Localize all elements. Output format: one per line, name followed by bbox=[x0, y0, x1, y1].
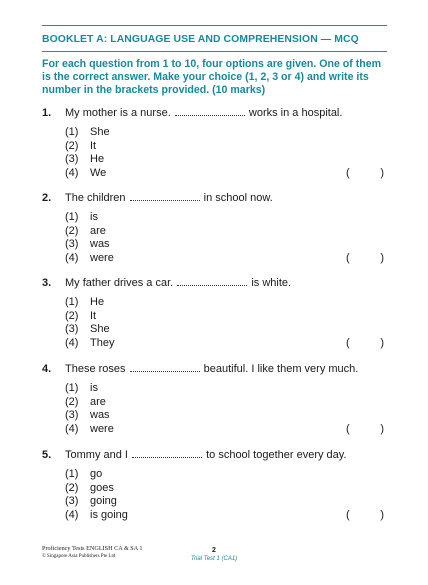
bracket-close: ) bbox=[380, 422, 384, 435]
option-2 bbox=[42, 396, 387, 410]
answer-blank bbox=[130, 191, 200, 201]
option-text: go bbox=[90, 468, 103, 480]
question-stem bbox=[42, 106, 387, 121]
bracket-close: ) bbox=[380, 336, 384, 349]
option-text: They bbox=[90, 336, 115, 349]
bracket-open: ( bbox=[346, 422, 350, 435]
question-number: 2. bbox=[42, 192, 52, 204]
title-rule bbox=[42, 51, 387, 52]
option-2 bbox=[42, 140, 387, 154]
stem-before: My father drives a car. bbox=[65, 277, 174, 289]
option-text: He bbox=[90, 153, 105, 166]
question-text bbox=[65, 448, 347, 463]
option-text: She bbox=[90, 126, 110, 138]
question-1 bbox=[42, 106, 387, 180]
bracket-open: ( bbox=[346, 508, 350, 521]
bracket-close: ) bbox=[380, 251, 384, 264]
option-number: (1) bbox=[65, 126, 79, 138]
option-text: were bbox=[90, 251, 114, 264]
top-rule bbox=[42, 25, 387, 26]
option-number: (3) bbox=[65, 323, 79, 336]
question-stem bbox=[42, 448, 387, 463]
stem-after: is white. bbox=[251, 277, 292, 289]
option-number: (1) bbox=[65, 211, 79, 223]
option-4 bbox=[42, 167, 387, 181]
question-number: 5. bbox=[42, 449, 52, 461]
option-number: (4) bbox=[65, 422, 79, 435]
option-text: going bbox=[90, 495, 117, 508]
question-stem bbox=[42, 191, 387, 206]
option-text: We bbox=[90, 166, 107, 179]
question-text bbox=[65, 106, 342, 121]
stem-before: The children bbox=[65, 192, 126, 204]
stem-before: My mother is a nurse. bbox=[65, 107, 171, 119]
answer-blank bbox=[130, 362, 200, 372]
option-text: She bbox=[90, 323, 110, 336]
option-3 bbox=[42, 409, 387, 423]
option-number: (4) bbox=[65, 336, 79, 349]
stem-after: to school together every day. bbox=[206, 449, 347, 461]
option-number: (1) bbox=[65, 468, 79, 480]
question-text bbox=[65, 191, 273, 206]
bracket-open: ( bbox=[346, 336, 350, 349]
option-4 bbox=[42, 337, 387, 351]
option-4 bbox=[42, 423, 387, 437]
option-2 bbox=[42, 225, 387, 239]
bracket-close: ) bbox=[380, 508, 384, 521]
answer-blank bbox=[132, 448, 202, 458]
option-1 bbox=[42, 296, 387, 310]
option-number: (1) bbox=[65, 296, 79, 308]
answer-blank bbox=[177, 276, 247, 286]
option-number: (4) bbox=[65, 251, 79, 264]
question-stem bbox=[42, 276, 387, 291]
question-text bbox=[65, 276, 291, 291]
stem-before: Tommy and I bbox=[65, 449, 128, 461]
option-number: (4) bbox=[65, 508, 79, 521]
option-1 bbox=[42, 382, 387, 396]
stem-after: beautiful. I like them very much. bbox=[203, 363, 359, 375]
question-5 bbox=[42, 448, 387, 522]
option-3 bbox=[42, 323, 387, 337]
option-text: He bbox=[90, 296, 105, 308]
option-number: (2) bbox=[65, 395, 79, 408]
question-number: 4. bbox=[42, 363, 52, 375]
option-1 bbox=[42, 211, 387, 225]
bracket-open: ( bbox=[346, 251, 350, 264]
option-3 bbox=[42, 495, 387, 509]
stem-after: works in a hospital. bbox=[248, 107, 343, 119]
option-number: (2) bbox=[65, 309, 79, 322]
option-text: is bbox=[90, 382, 98, 394]
option-4 bbox=[42, 509, 387, 523]
option-number: (2) bbox=[65, 224, 79, 237]
stem-after: in school now. bbox=[203, 192, 273, 204]
option-number: (2) bbox=[65, 481, 79, 494]
option-number: (3) bbox=[65, 153, 79, 166]
option-text: was bbox=[90, 238, 110, 251]
option-text: It bbox=[90, 309, 97, 322]
question-3 bbox=[42, 276, 387, 350]
question-number: 1. bbox=[42, 107, 52, 119]
option-number: (1) bbox=[65, 382, 79, 394]
option-text: goes bbox=[90, 481, 114, 494]
question-stem bbox=[42, 362, 387, 377]
bracket-open: ( bbox=[346, 166, 350, 179]
question-2 bbox=[42, 191, 387, 265]
option-number: (3) bbox=[65, 495, 79, 508]
copyright: © Singapore Asia Publishers Pte Ltd bbox=[42, 554, 116, 559]
question-4 bbox=[42, 362, 387, 436]
option-number: (3) bbox=[65, 238, 79, 251]
option-text: It bbox=[90, 139, 97, 152]
option-text: was bbox=[90, 409, 110, 422]
question-text bbox=[65, 362, 358, 377]
test-label: Trial Test 1 (CA1) bbox=[190, 556, 238, 562]
option-text: are bbox=[90, 224, 106, 237]
option-2 bbox=[42, 482, 387, 496]
option-text: is bbox=[90, 211, 98, 223]
book-title: Proficiency Tests ENGLISH CA & SA 1 bbox=[42, 545, 143, 552]
instructions: For each question from 1 to 10, four options are given. One of them is the correct answer. Make your choice (1, 2, 3 or 4) and write its number in the brackets provided. (10 marks) bbox=[42, 58, 382, 96]
option-4 bbox=[42, 252, 387, 266]
option-3 bbox=[42, 153, 387, 167]
option-3 bbox=[42, 238, 387, 252]
bracket-close: ) bbox=[380, 166, 384, 179]
question-number: 3. bbox=[42, 277, 52, 289]
option-text: were bbox=[90, 422, 114, 435]
option-text: are bbox=[90, 395, 106, 408]
option-2 bbox=[42, 310, 387, 324]
option-1 bbox=[42, 126, 387, 140]
answer-blank bbox=[175, 106, 245, 116]
booklet-title: BOOKLET A: LANGUAGE USE AND COMPREHENSION — MCQ bbox=[42, 34, 359, 45]
page-number: 2 bbox=[212, 547, 216, 554]
option-number: (4) bbox=[65, 166, 79, 179]
option-text: is going bbox=[90, 508, 128, 521]
option-number: (2) bbox=[65, 139, 79, 152]
option-1 bbox=[42, 468, 387, 482]
stem-before: These roses bbox=[65, 363, 126, 375]
option-number: (3) bbox=[65, 409, 79, 422]
